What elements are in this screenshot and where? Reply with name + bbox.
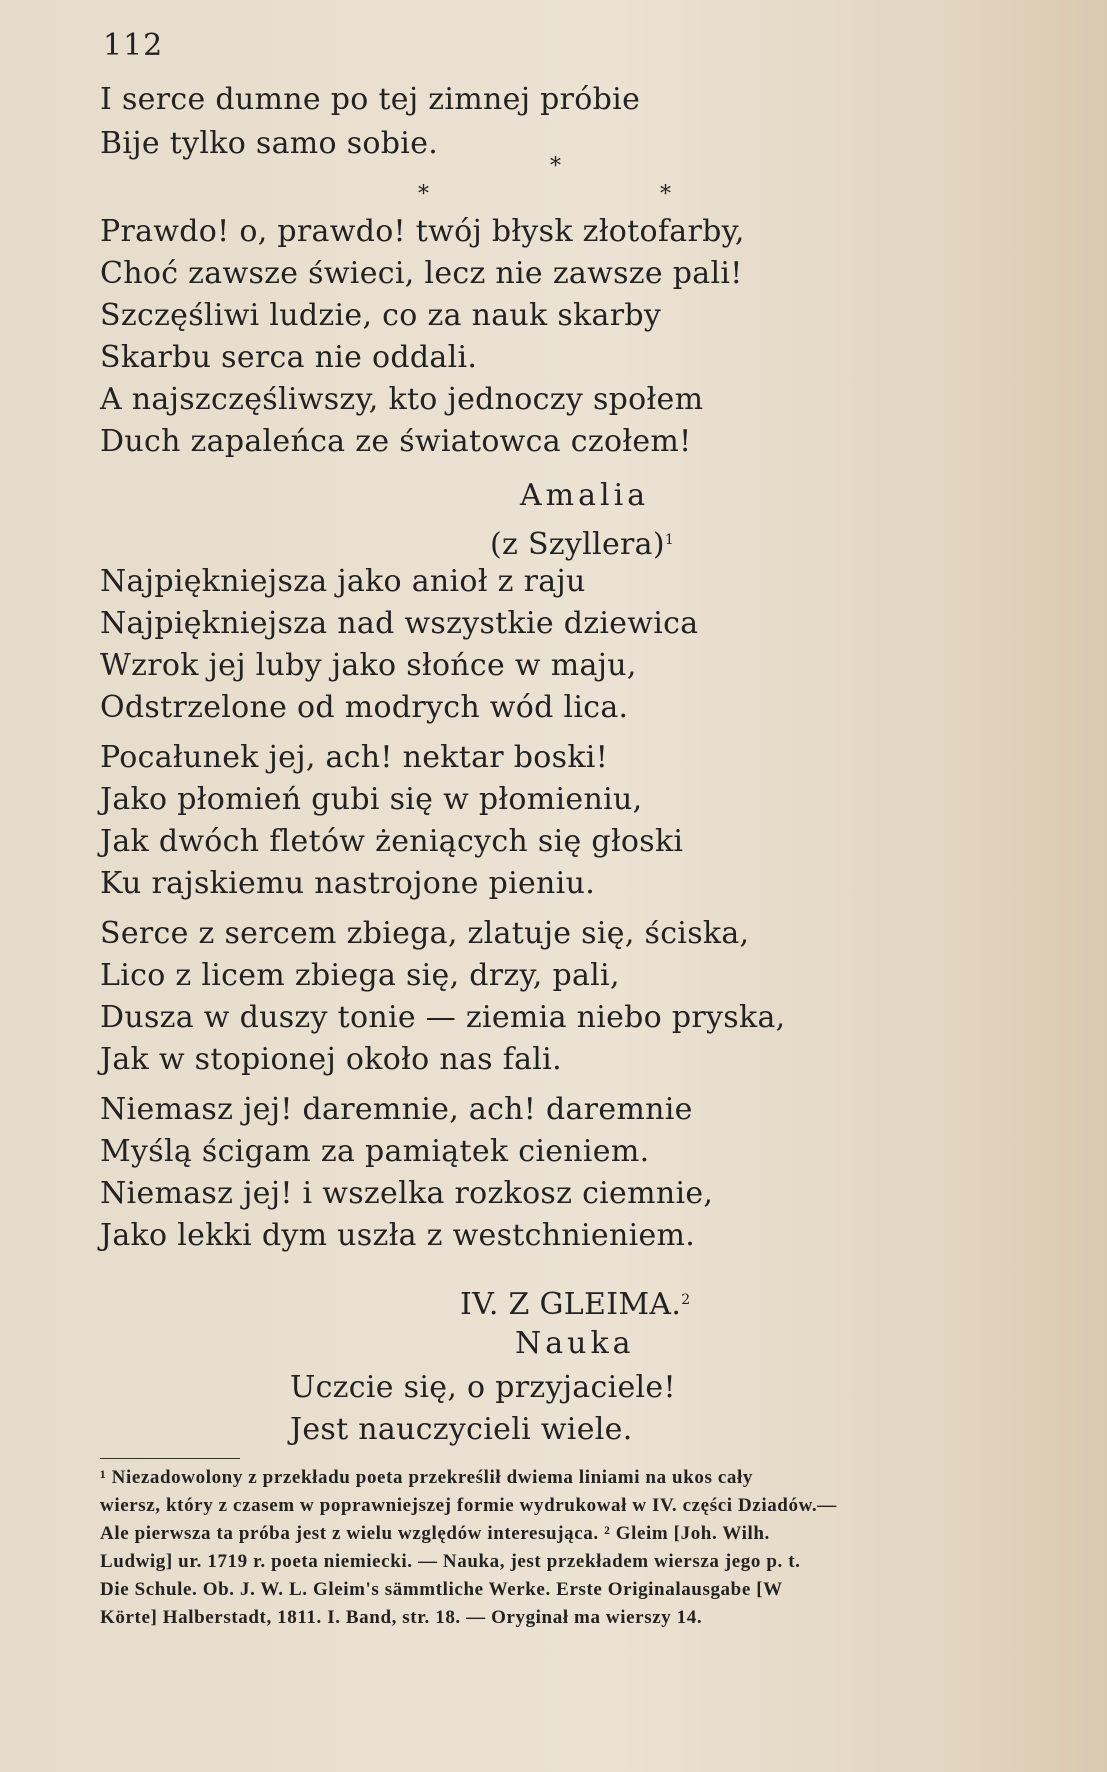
poem-line: Skarbu serca nie oddali.: [100, 340, 478, 375]
poem-line: Jako lekki dym uszła z westchnieniem.: [100, 1218, 696, 1253]
footnote-line: Die Schule. Ob. J. W. L. Gleim's sämmtliche Werke. Erste Originalausgabe [W: [100, 1579, 783, 1600]
footnote-line: Ludwig] ur. 1719 r. poeta niemiecki. — Nauka, jest przekładem wiersza jego p. t.: [100, 1551, 801, 1572]
poem-line: Jak w stopionej około nas fali.: [100, 1042, 562, 1077]
poem-line: Serce z sercem zbiega, zlatuje się, ściska,: [100, 916, 750, 951]
page-number: 112: [103, 28, 164, 63]
poem-line: Ku rajskiemu nastrojone pieniu.: [100, 866, 596, 901]
stanza-separator: [418, 154, 680, 207]
poem-line: Prawdo! o, prawdo! twój błysk złotofarby,: [100, 214, 745, 249]
poem-line: Dusza w duszy tonie — ziemia niebo pryska,: [100, 1000, 786, 1035]
poem-line: Jest nauczycieli wiele.: [290, 1412, 633, 1447]
poem-line: Jako płomień gubi się w płomieniu,: [100, 782, 643, 817]
poem-line: Choć zawsze świeci, lecz nie zawsze pali!: [100, 256, 743, 291]
poem-title-nauka: Nauka: [515, 1326, 635, 1361]
poem-line: Niemasz jej! daremnie, ach! daremnie: [100, 1092, 693, 1127]
asterisk: *: [550, 154, 561, 179]
poem-line: Lico z licem zbiega się, drzy, pali,: [100, 958, 620, 993]
footnote-rule: [100, 1458, 240, 1459]
footnote-line: wiersz, który z czasem w poprawniejszej formie wydrukował w IV. części Dziadów.—: [100, 1495, 837, 1516]
poem-line: Myślą ścigam za pamiątek cieniem.: [100, 1134, 650, 1169]
footnote-line: Ale pierwsza ta próba jest z wielu względów interesująca. ² Gleim [Joh. Wilh.: [100, 1523, 770, 1544]
poem-line: Najpiękniejsza nad wszystkie dziewica: [100, 606, 699, 641]
footnote-mark: 2: [681, 1292, 691, 1308]
poem-subtitle: (z Szyllera)$^1$: [490, 527, 675, 562]
section-heading: IV. Z GLEIMA.$^2$: [460, 1287, 691, 1322]
asterisk: *: [418, 182, 429, 207]
poem-line: Najpiękniejsza jako anioł z raju: [100, 564, 586, 599]
poem-line: Duch zapaleńca ze światowca czołem!: [100, 424, 692, 459]
poem-title-amalia: Amalia: [520, 478, 650, 513]
poem-line: Wzrok jej luby jako słońce w maju,: [100, 648, 637, 683]
poem-line: A najszczęśliwszy, kto jednoczy społem: [100, 382, 704, 417]
poem-line: Szczęśliwi ludzie, co za nauk skarby: [100, 298, 662, 333]
footnote-line: Körte] Halberstadt, 1811. I. Band, str. 18. — Oryginał ma wierszy 14.: [100, 1607, 703, 1628]
footnote-line: ¹ Niezadowolony z przekładu poeta przekreślił dwiema liniami na ukos cały: [100, 1467, 753, 1488]
poem-line: Bije tylko samo sobie.: [100, 126, 439, 161]
asterisk: *: [660, 182, 671, 207]
poem-line: I serce dumne po tej zimnej próbie: [100, 82, 641, 117]
poem-line: Jak dwóch fletów żeniących się głoski: [100, 824, 684, 859]
poem-line: Uczcie się, o przyjaciele!: [290, 1370, 676, 1405]
poem-line: Pocałunek jej, ach! nektar boski!: [100, 740, 609, 775]
poem-line: Odstrzelone od modrych wód lica.: [100, 690, 629, 725]
footnote-mark: 1: [664, 532, 675, 548]
poem-line: Niemasz jej! i wszelka rozkosz ciemnie,: [100, 1176, 714, 1211]
